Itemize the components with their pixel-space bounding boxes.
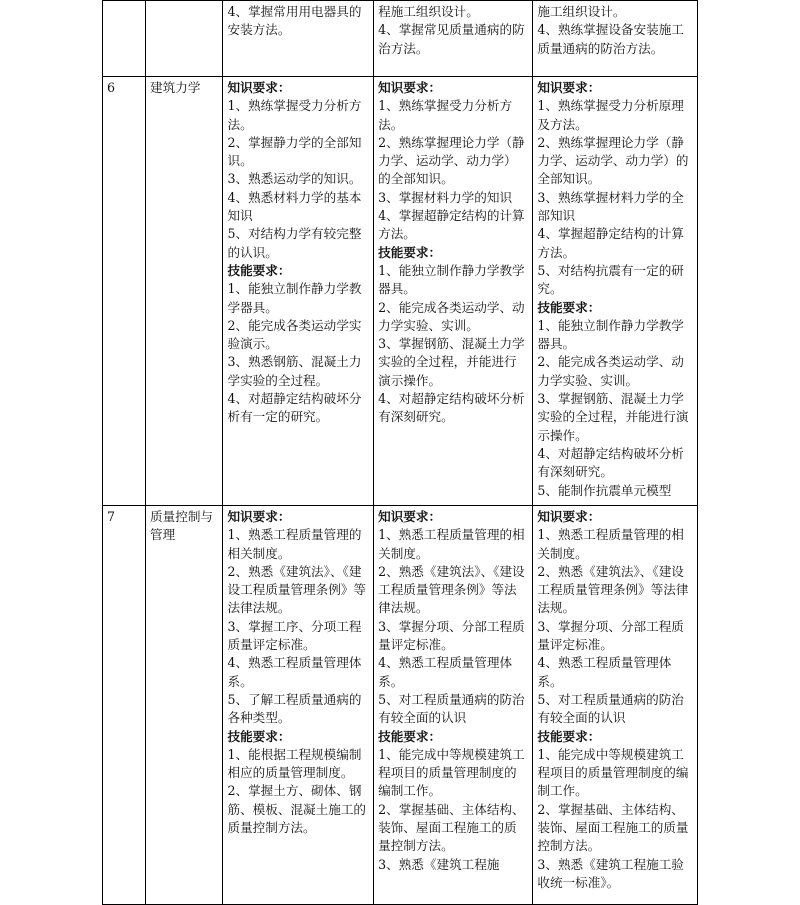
requirement-item: 2、能完成各类运动学实验演示。 — [227, 317, 362, 352]
requirement-cell-a — [223, 77, 374, 506]
requirement-item: 4、熟悉工程质量管理体系。 — [227, 655, 362, 689]
requirement-cell-c — [533, 506, 698, 905]
requirement-item: 3、熟悉钢筋、混凝土力学实验的全过程。 — [227, 354, 362, 388]
requirement-heading: 技能要求： — [378, 728, 442, 744]
requirement-heading: 知识要求： — [227, 509, 291, 524]
requirement-heading: 技能要求： — [537, 728, 601, 744]
requirement-item: 4、对超静定结构破坏分析有深刻研究。 — [378, 391, 525, 425]
requirement-item: 3、掌握分项、分部工程质量评定标准。 — [378, 618, 525, 653]
requirement-heading: 知识要求： — [378, 80, 442, 95]
requirement-item: 1、熟练掌握受力分析方法。 — [378, 98, 513, 132]
requirement-item: 1、能独立制作静力学教学器具。 — [537, 317, 684, 352]
requirement-item: 3、熟悉运动学的知识。 — [227, 171, 362, 187]
requirement-heading: 知识要求： — [378, 509, 442, 524]
requirement-item: 4、对超静定结构破坏分析有一定的研究。 — [227, 391, 362, 425]
row-number-cell: 7 — [103, 506, 146, 905]
requirement-item: 4、掌握常用用电器具的安装方法。 — [227, 4, 362, 38]
requirement-item: 3、掌握材料力学的知识 — [378, 189, 513, 205]
requirement-item: 3、掌握工序、分项工程质量评定标准。 — [227, 618, 362, 653]
requirement-item: 4、对超静定结构破坏分析有深刻研究。 — [537, 445, 684, 480]
requirement-heading: 知识要求： — [537, 509, 601, 524]
requirement-item: 2、掌握静力学的全部知识。 — [227, 134, 362, 169]
requirement-item: 1、熟悉工程质量管理的相关制度。 — [227, 527, 362, 561]
requirement-cell-c — [533, 77, 698, 506]
requirement-item: 1、能完成中等规模建筑工程项目的质量管理制度的编制工作。 — [378, 746, 525, 799]
requirement-item: 3、掌握钢筋、混凝土力学实验的全过程，并能进行演示操作。 — [537, 391, 689, 443]
requirement-item: 1、熟练掌握受力分析原理及方法。 — [537, 98, 684, 132]
table-row — [103, 506, 698, 905]
requirement-item: 1、能完成中等规模建筑工程项目的质量管理制度的编制工作。 — [537, 746, 689, 799]
requirement-cell-c — [533, 1, 698, 77]
requirement-item: 2、熟练掌握理论力学（静力学、运动学、动力学）的全部知识。 — [537, 134, 689, 187]
requirement-heading: 技能要求： — [378, 244, 442, 260]
requirement-item: 1、熟练掌握受力分析方法。 — [227, 98, 362, 132]
requirement-item: 4、熟练掌握设备安装施工质量通病的防治方法。 — [537, 22, 684, 56]
requirement-item: 4、掌握常见质量通病的防治方法。 — [378, 22, 525, 56]
requirement-cell-a — [223, 506, 374, 905]
requirement-item: 5、对结构抗震有一定的研究。 — [537, 262, 684, 297]
requirement-item: 5、对工程质量通病的防治有较全面的认识 — [537, 691, 684, 726]
requirement-item: 2、熟悉《建筑法》、《建设工程质量管理条例》等法律法规。 — [537, 563, 689, 616]
requirement-item: 4、熟悉工程质量管理体系。 — [537, 655, 672, 689]
course-name-cell — [146, 1, 223, 77]
requirement-item: 4、掌握超静定结构的计算方法。 — [537, 226, 684, 260]
requirement-heading: 技能要求： — [227, 262, 291, 278]
requirement-item: 2、掌握土方、砌体、钢筋、模板、混凝土施工的质量控制方法。 — [227, 783, 367, 836]
requirement-item: 1、能根据工程规模编制相应的质量管理制度。 — [227, 746, 362, 781]
requirement-item: 3、熟练掌握材料力学的全部知识 — [537, 189, 684, 224]
requirement-item: 5、对工程质量通病的防治有较全面的认识 — [378, 691, 525, 726]
requirement-item: 5、能制作抗震单元模型 — [537, 482, 672, 498]
course-name-cell: 建筑力学 — [146, 77, 223, 506]
curriculum-table — [102, 0, 698, 905]
requirement-item: 2、能完成各类运动学、动力学实验、实训。 — [537, 354, 684, 388]
requirement-heading: 知识要求： — [537, 80, 601, 95]
requirement-cell-b — [374, 77, 533, 506]
requirement-item: 2、掌握基础、主体结构、装饰、屋面工程施工的质量控制方法。 — [537, 801, 689, 854]
requirement-item: 2、能完成各类运动学、动力学实验、实训。 — [378, 299, 525, 333]
requirement-heading: 知识要求： — [227, 80, 291, 95]
requirement-item: 3、熟悉《建筑工程施工验收统一标准》。 — [537, 856, 684, 890]
requirement-item: 4、熟悉工程质量管理体系。 — [378, 655, 513, 689]
requirement-item: 程施工组织设计。 — [378, 4, 479, 19]
requirement-item: 3、熟悉《建筑工程施 — [378, 856, 500, 872]
requirement-item: 2、熟练掌握理论力学（静力学、运动学、动力学）的全部知识。 — [378, 134, 525, 187]
requirement-item: 5、了解工程质量通病的各种类型。 — [227, 691, 362, 726]
table-row — [103, 1, 698, 77]
requirement-cell-b — [374, 1, 533, 77]
requirement-item: 2、熟悉《建筑法》、《建设工程质量管理条例》等法律法规。 — [227, 563, 367, 616]
requirement-item: 3、掌握分项、分部工程质量评定标准。 — [537, 618, 684, 653]
row-number-cell — [103, 1, 146, 77]
row-number-cell: 6 — [103, 77, 146, 506]
requirement-item: 1、熟悉工程质量管理的相关制度。 — [378, 527, 525, 561]
requirement-item: 2、掌握基础、主体结构、装饰、屋面工程施工的质量控制方法。 — [378, 801, 525, 854]
requirement-item: 1、能独立制作静力学教学器具。 — [378, 262, 525, 297]
requirement-item: 1、能独立制作静力学教学器具。 — [227, 281, 362, 315]
requirement-item: 1、熟悉工程质量管理的相关制度。 — [537, 527, 684, 561]
requirement-item: 施工组织设计。 — [537, 4, 626, 19]
requirement-heading: 技能要求： — [227, 728, 291, 744]
course-name-cell: 质量控制与管理 — [146, 506, 223, 905]
requirement-item: 3、掌握钢筋、混凝土力学实验的全过程，并能进行演示操作。 — [378, 336, 525, 388]
requirement-item: 4、熟悉材料力学的基本知识 — [227, 189, 362, 224]
requirement-cell-b — [374, 506, 533, 905]
requirement-item: 4、掌握超静定结构的计算方法。 — [378, 208, 525, 242]
requirement-item: 2、熟悉《建筑法》、《建设工程质量管理条例》等法律法规。 — [378, 563, 525, 616]
requirement-item: 5、对结构力学有较完整的认识。 — [227, 226, 362, 260]
table-row — [103, 77, 698, 506]
requirement-heading: 技能要求： — [537, 299, 601, 315]
requirement-cell-a — [223, 1, 374, 77]
